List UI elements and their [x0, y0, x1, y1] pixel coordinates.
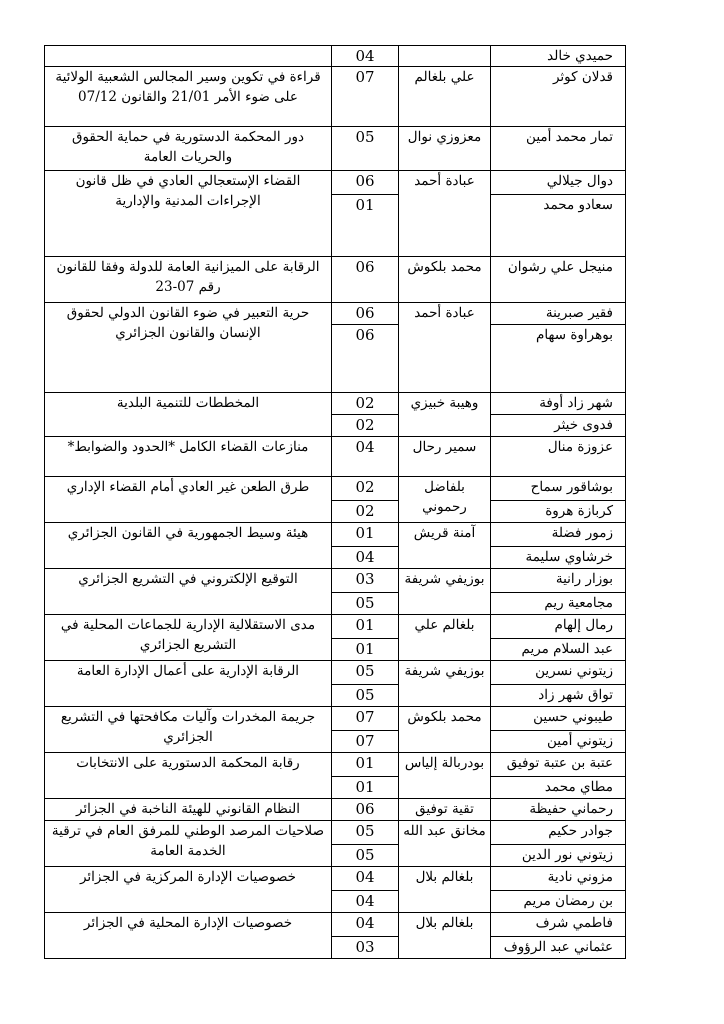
student-name-cell: منيجل علي رشوان [491, 257, 626, 303]
group-cell: 04 [332, 437, 399, 477]
supervisor-cell: علي بلغالم [399, 67, 491, 127]
topic-cell: منازعات القضاء الكامل *الحدود والضوابط* [45, 437, 332, 477]
group-cell: 01 [332, 195, 399, 257]
supervisor-cell: بلفاضل رحموني [399, 477, 491, 523]
student-name-cell: مطاي محمد [491, 777, 626, 799]
student-name-cell: فاطمي شرف [491, 913, 626, 937]
student-name-cell: حميدي خالد [491, 46, 626, 67]
table-row [45, 707, 626, 731]
supervisor-cell: سمير رحال [399, 437, 491, 477]
supervisor-cell: آمنة قريش [399, 523, 491, 569]
group-cell: 01 [332, 753, 399, 777]
student-name-cell: عثماني عبد الرؤوف [491, 937, 626, 959]
group-cell: 07 [332, 67, 399, 127]
student-name-cell: رمال إلهام [491, 615, 626, 639]
group-cell: 07 [332, 731, 399, 753]
student-name-cell: بن رمضان مريم [491, 891, 626, 913]
group-cell: 06 [332, 171, 399, 195]
supervisor-cell: بودربالة إلياس [399, 753, 491, 799]
student-name-cell: خرشاوي سليمة [491, 547, 626, 569]
student-name-cell: بوزار رانية [491, 569, 626, 593]
topic-cell: قراءة في تكوين وسير المجالس الشعبية الولائية على ضوء الأمر 21/01 والقانون 07/12 [45, 67, 332, 127]
table-row [45, 615, 626, 639]
topic-cell: الرقابة على الميزانية العامة للدولة وفقا للقانون رقم 07-23 [45, 257, 332, 303]
table-row [45, 569, 626, 593]
group-cell: 03 [332, 937, 399, 959]
group-cell: 07 [332, 707, 399, 731]
topic-cell: دور المحكمة الدستورية في حماية الحقوق والحريات العامة [45, 127, 332, 171]
table-row [45, 257, 626, 303]
student-name-cell: فقير صبرينة [491, 303, 626, 325]
student-name-cell: عتبة بن عتبة توفيق [491, 753, 626, 777]
table-row [45, 867, 626, 891]
student-name-cell: عبد السلام مريم [491, 639, 626, 661]
supervisor-cell: محمد بلكوش [399, 257, 491, 303]
table-row [45, 303, 626, 325]
student-name-cell: قدلان كوثر [491, 67, 626, 127]
topic-cell: المخططات للتنمية البلدية [45, 393, 332, 437]
group-cell: 05 [332, 661, 399, 685]
student-name-cell: فدوى خيثر [491, 415, 626, 437]
table-row [45, 523, 626, 547]
group-cell: 02 [332, 415, 399, 437]
student-name-cell: رحماني حفيظة [491, 799, 626, 821]
group-cell: 04 [332, 913, 399, 937]
student-name-cell: تمار محمد أمين [491, 127, 626, 171]
topic-cell: صلاحيات المرصد الوطني للمرفق العام في ترقية الخدمة العامة [45, 821, 332, 867]
student-name-cell: زيتوني نسرين [491, 661, 626, 685]
group-cell: 02 [332, 501, 399, 523]
group-cell: 01 [332, 523, 399, 547]
student-name-cell: زيتوني أمين [491, 731, 626, 753]
table-row [45, 393, 626, 415]
table-row [45, 913, 626, 937]
student-name-cell: كربازة هروة [491, 501, 626, 523]
student-name-cell: زيتوني نور الدين [491, 845, 626, 867]
group-cell: 03 [332, 569, 399, 593]
supervisor-cell: عبادة أحمد [399, 171, 491, 257]
group-cell: 06 [332, 799, 399, 821]
supervisor-cell: عبادة أحمد [399, 303, 491, 393]
student-name-cell: مجامعية ريم [491, 593, 626, 615]
table-row [45, 477, 626, 501]
group-cell: 05 [332, 685, 399, 707]
topic-cell: طرق الطعن غير العادي أمام القضاء الإداري [45, 477, 332, 523]
table-row [45, 799, 626, 821]
topic-cell: الرقابة الإدارية على أعمال الإدارة العامة [45, 661, 332, 707]
supervisor-cell: معزوزي نوال [399, 127, 491, 171]
group-cell: 01 [332, 777, 399, 799]
table-row [45, 753, 626, 777]
topic-cell: مدى الاستقلالية الإدارية للجماعات المحلية في التشريع الجزائري [45, 615, 332, 661]
supervisor-cell: محمد بلكوش [399, 707, 491, 753]
group-cell: 02 [332, 393, 399, 415]
group-cell: 05 [332, 821, 399, 845]
group-cell: 05 [332, 593, 399, 615]
group-cell: 05 [332, 845, 399, 867]
supervisor-cell: بوزيفي شريفة [399, 569, 491, 615]
student-name-cell: دوال جيلالي [491, 171, 626, 195]
table-row [45, 67, 626, 127]
group-cell: 01 [332, 639, 399, 661]
table-row [45, 127, 626, 171]
topic-cell: حرية التعبير في ضوء القانون الدولي لحقوق الإنسان والقانون الجزائري [45, 303, 332, 393]
table-row [45, 171, 626, 195]
topic-cell: القضاء الإستعجالي العادي في ظل قانون الإجراءات المدنية والإدارية [45, 171, 332, 257]
topic-cell: هيئة وسيط الجمهورية في القانون الجزائري [45, 523, 332, 569]
assignments-table [44, 45, 626, 959]
student-name-cell: سعادو محمد [491, 195, 626, 257]
student-name-cell: بوشاقور سماح [491, 477, 626, 501]
group-cell: 04 [332, 867, 399, 891]
student-name-cell: جوادر حكيم [491, 821, 626, 845]
group-cell: 06 [332, 257, 399, 303]
supervisor-cell [399, 46, 491, 67]
student-name-cell: تواق شهر زاد [491, 685, 626, 707]
group-cell: 01 [332, 615, 399, 639]
student-name-cell: شهر زاد أوفة [491, 393, 626, 415]
supervisor-cell: وهيبة خبيزي [399, 393, 491, 437]
group-cell: 04 [332, 547, 399, 569]
table-row [45, 46, 626, 67]
group-cell: 04 [332, 46, 399, 67]
document-page [44, 45, 625, 959]
student-name-cell: طيبوني حسين [491, 707, 626, 731]
topic-cell: رقابة المحكمة الدستورية على الانتخابات [45, 753, 332, 799]
student-name-cell: زمور فضلة [491, 523, 626, 547]
supervisor-cell: بلغالم علي [399, 615, 491, 661]
supervisor-cell: بوزيفي شريفة [399, 661, 491, 707]
student-name-cell: مزوني نادية [491, 867, 626, 891]
assignments-table-body [45, 46, 626, 959]
topic-cell: التوقيع الإلكتروني في التشريع الجزائري [45, 569, 332, 615]
group-cell: 04 [332, 891, 399, 913]
student-name-cell: عزوزة منال [491, 437, 626, 477]
topic-cell: خصوصيات الإدارة المركزية في الجزائر [45, 867, 332, 913]
topic-cell: خصوصيات الإدارة المحلية في الجزائر [45, 913, 332, 959]
supervisor-cell: مخانق عبد الله [399, 821, 491, 867]
supervisor-cell: بلغالم بلال [399, 913, 491, 959]
supervisor-cell: تقية توفيق [399, 799, 491, 821]
topic-cell: النظام القانوني للهيئة الناخبة في الجزائر [45, 799, 332, 821]
topic-cell: جريمة المخدرات وآليات مكافحتها في التشريع الجزائري [45, 707, 332, 753]
group-cell: 02 [332, 477, 399, 501]
group-cell: 06 [332, 325, 399, 393]
supervisor-cell: بلغالم بلال [399, 867, 491, 913]
table-row [45, 661, 626, 685]
group-cell: 06 [332, 303, 399, 325]
group-cell: 05 [332, 127, 399, 171]
student-name-cell: بوهراوة سهام [491, 325, 626, 393]
table-row [45, 821, 626, 845]
topic-cell [45, 46, 332, 67]
table-row [45, 437, 626, 477]
